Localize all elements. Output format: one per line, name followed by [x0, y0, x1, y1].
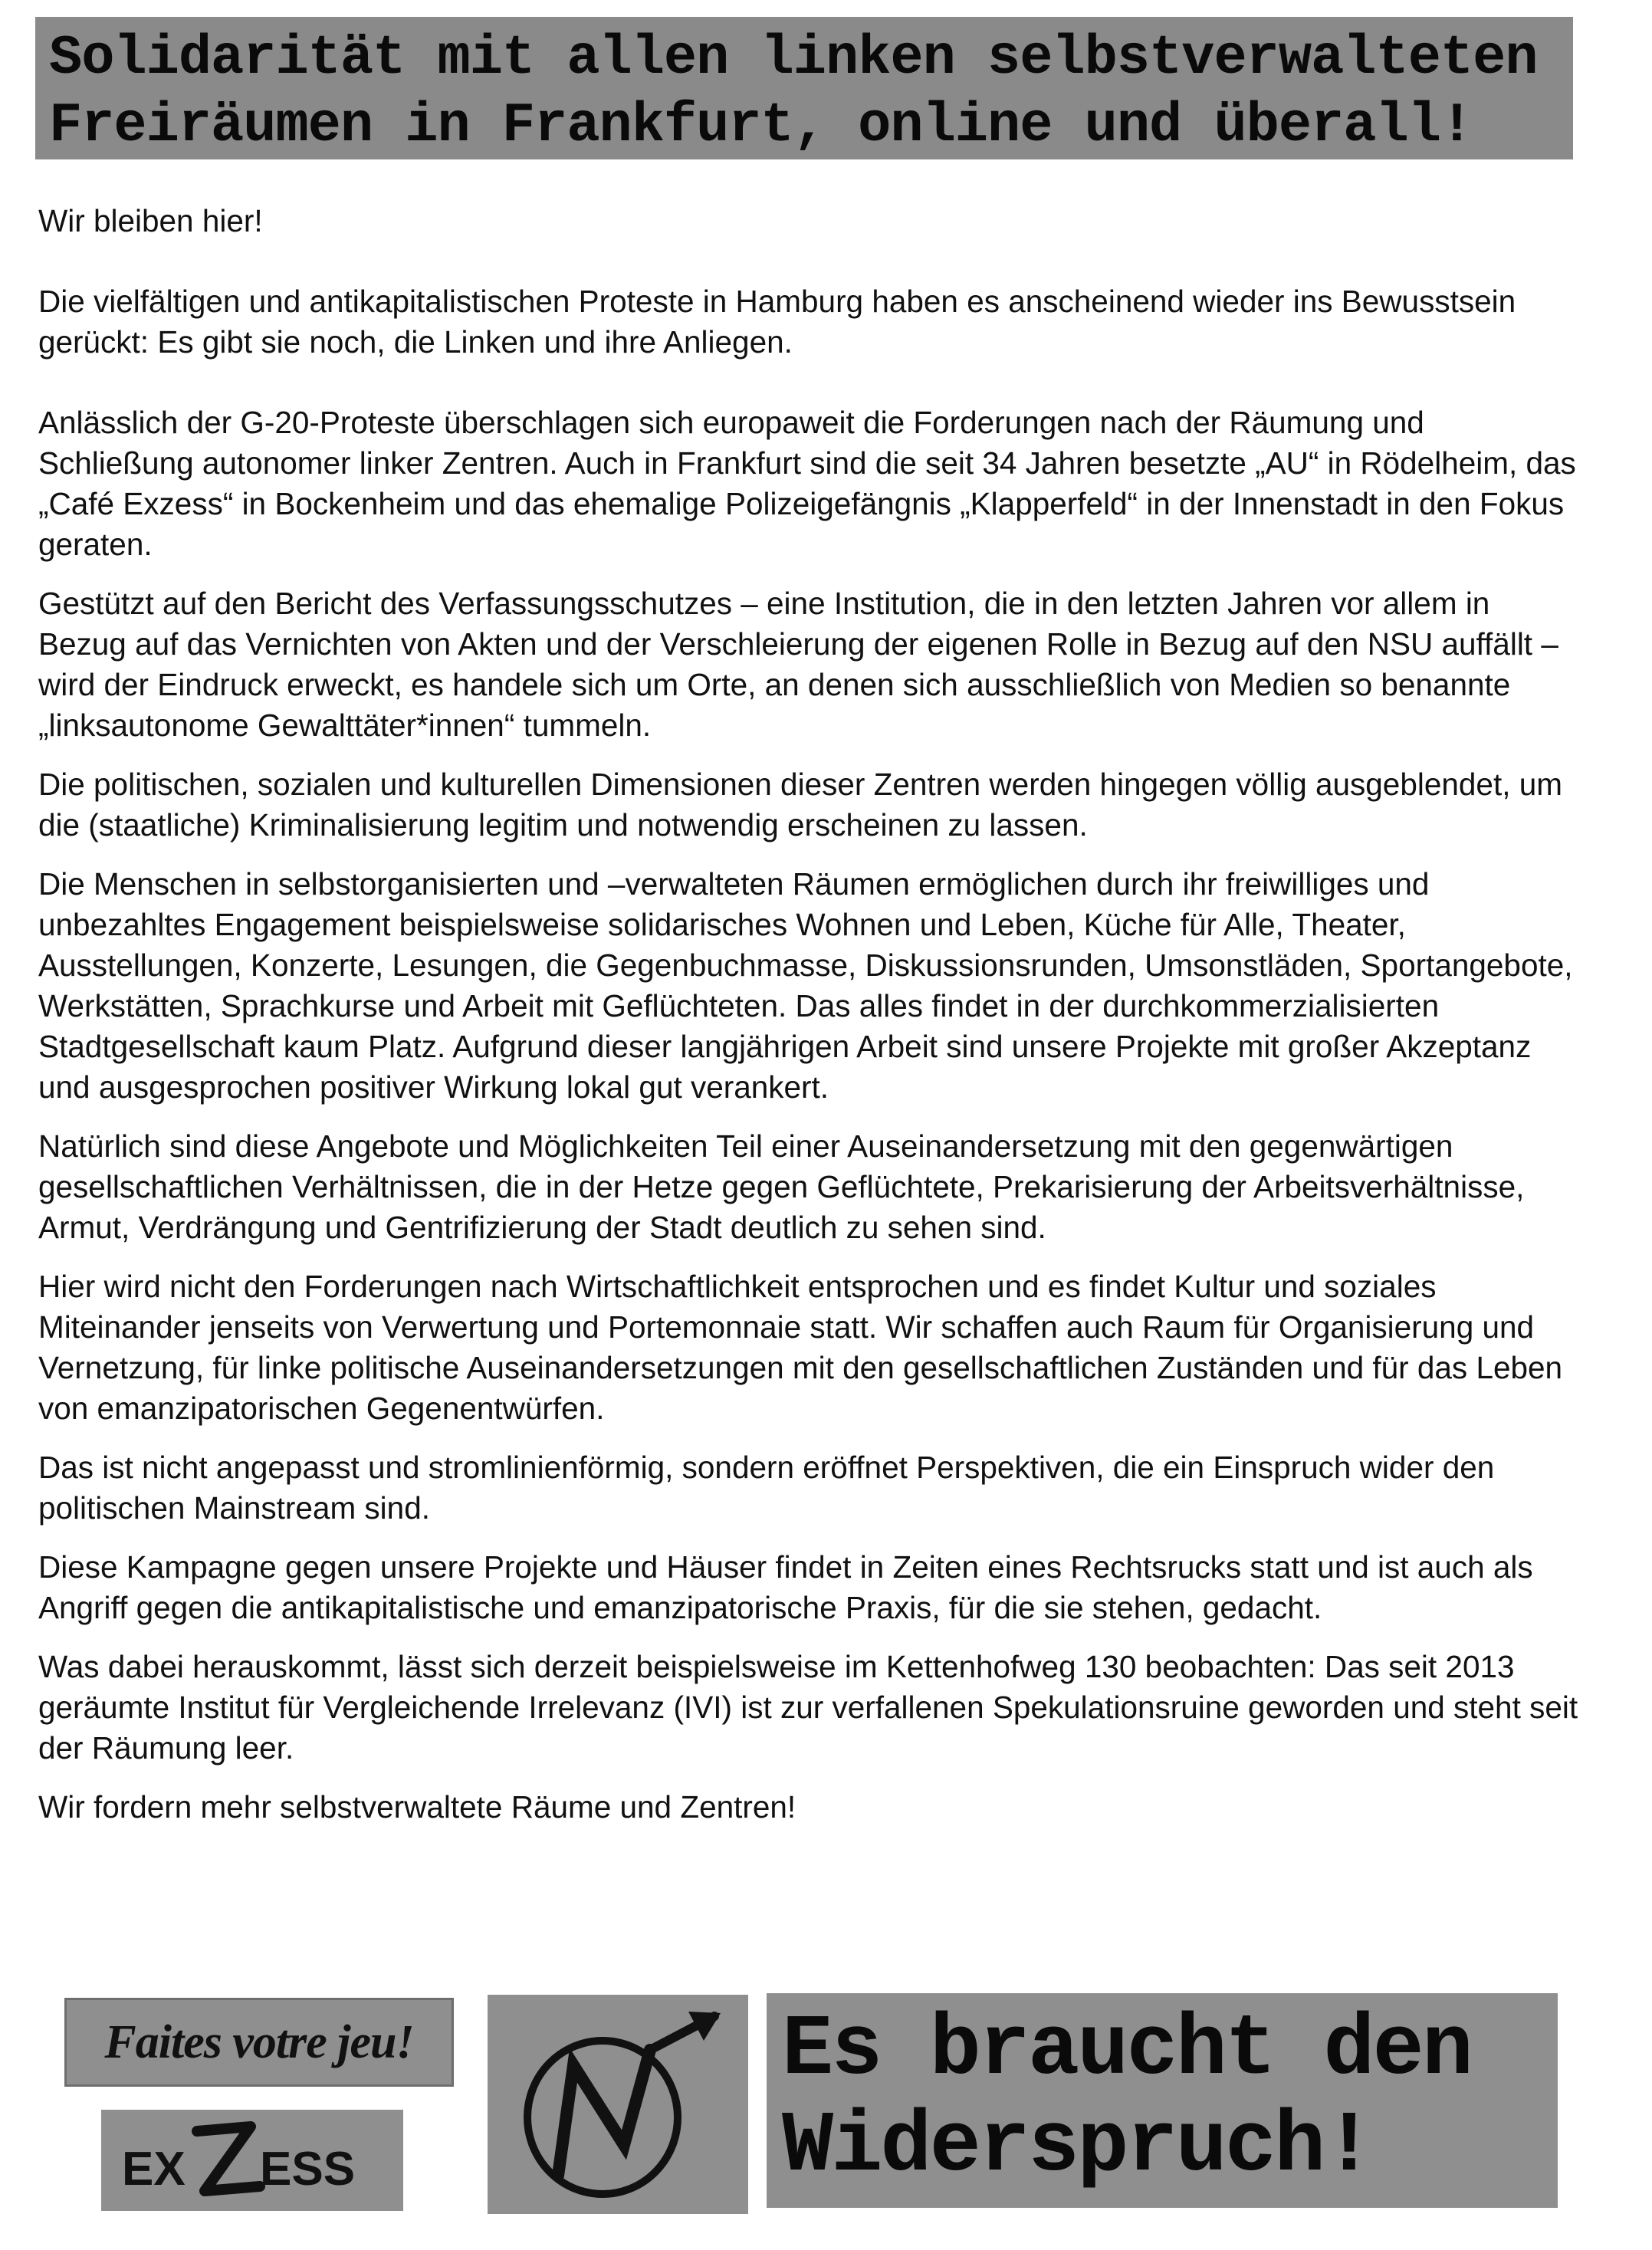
paragraph: Was dabei herauskommt, lässt sich derzeit beispielsweise im Kettenhofweg 130 beobachten: Das seit 2013 geräumte Institut für Vergleichende Irrelevanz (IVI) ist zur verfallenen Spekulationsruine geworden und steht seit der Räumung leer.	[38, 1649, 1578, 1766]
widerspruch-slogan-box	[767, 1993, 1558, 2208]
paragraph: Das ist nicht angepasst und stromlinienförmig, sondern eröffnet Perspektiven, die ein Einspruch wider den politischen Mainstream sind.	[38, 1450, 1495, 1526]
paragraph: Gestützt auf den Bericht des Verfassungsschutzes – eine Institution, die in den letzten Jahren vor allem in Bezug auf das Vernichten von Akten und der Verschleierung der eigenen Rolle in Bezug auf den NSU auffällt – wird der Eindruck erweckt, es handele sich um Orte, an denen sich ausschließlich von Medien so benannte „linksautonome Gewalttäter*innen“ tummeln.	[38, 586, 1558, 743]
slogan-line-2: Widerspruch!	[782, 2098, 1373, 2196]
paragraph: Hier wird nicht den Forderungen nach Wirtschaftlichkeit entsprochen und es findet Kultur und soziales Miteinander jenseits von Verwertung und Portemonnaie statt. Wir schaffen auch Raum für Organisierung und Vernetzung, für linke politische Auseinandersetzungen mit den gesellschaftlichen Zuständen und für das Leben von emanzipatorischen Gegenentwürfen.	[38, 1269, 1563, 1426]
svg-text:EX: EX	[122, 2143, 186, 2196]
faites-votre-jeu-text: Faites votre jeu!	[104, 2015, 414, 2068]
paragraph: Die Menschen in selbstorganisierten und –verwalteten Räumen ermöglichen durch ihr freiwilliges und unbezahltes Engagement beispielsweise solidarisches Wohnen und Leben, Küche für Alle, Theater, Ausstellungen, Konzerte, Lesungen, die Gegenbuchmasse, Diskussionsrunden, Umsonstläden, Sportangebote, Werkstätten, Sprachkurse und Arbeit mit Geflüchteten. Das alles findet in der durchkommerzialisierten Stadtgesellschaft kaum Platz. Aufgrund dieser langjährigen Arbeit sind unsere Projekte mit großer Akzeptanz und ausgesprochen positiver Wirkung lokal gut verankert.	[38, 866, 1573, 1105]
svg-text:ESS: ESS	[260, 2143, 356, 2196]
exzess-logo	[101, 2110, 403, 2211]
paragraph: Anlässlich der G-20-Proteste überschlagen sich europaweit die Forderungen nach der Räumung und Schließung autonomer linker Zentren. Auch in Frankfurt sind die seit 34 Jahren besetzte „AU“ in Rödelheim, das „Café Exzess“ in Bockenheim und das ehemalige Polizeigefängnis „Klapperfeld“ in der Innenstadt in den Fokus geraten.	[38, 405, 1576, 562]
paragraph: Wir bleiben hier!	[38, 203, 263, 238]
au-arrow-logo-icon	[488, 1995, 748, 2214]
paragraph: Wir fordern mehr selbstverwaltete Räume und Zentren!	[38, 1789, 796, 1825]
paragraph: Die politischen, sozialen und kulturellen Dimensionen dieser Zentren werden hingegen völlig ausgeblendet, um die (staatliche) Kriminalisierung legitim und notwendig erscheinen zu lassen.	[38, 767, 1562, 843]
paragraph: Die vielfältigen und antikapitalistischen Proteste in Hamburg haben es anscheinend wieder ins Bewusstsein gerückt: Es gibt sie noch, die Linken und ihre Anliegen.	[38, 284, 1516, 360]
header-banner	[35, 17, 1573, 159]
slogan-line-1: Es braucht den	[782, 2002, 1471, 2099]
article-body	[38, 201, 1579, 1846]
faites-votre-jeu-logo	[64, 1998, 454, 2087]
paragraph: Diese Kampagne gegen unsere Projekte und Häuser findet in Zeiten eines Rechtsrucks statt und ist auch als Angriff gegen die antikapitalistische und emanzipatorische Praxis, für die sie stehen, gedacht.	[38, 1549, 1533, 1625]
exzess-logo-graphic	[107, 2114, 398, 2206]
arrow-circle-icon	[488, 1995, 748, 2214]
paragraph: Natürlich sind diese Angebote und Möglichkeiten Teil einer Auseinandersetzung mit den gegenwärtigen gesellschaftlichen Verhältnissen, die in der Hetze gegen Geflüchtete, Prekarisierung der Arbeitsverhältnisse, Armut, Verdrängung und Gentrifizierung der Stadt deutlich zu sehen sind.	[38, 1128, 1525, 1245]
page-title-line-2: Freiräumen in Frankfurt, online und überall!	[49, 94, 1473, 157]
page-title-line-1: Solidarität mit allen linken selbstverwalteten	[49, 27, 1538, 90]
